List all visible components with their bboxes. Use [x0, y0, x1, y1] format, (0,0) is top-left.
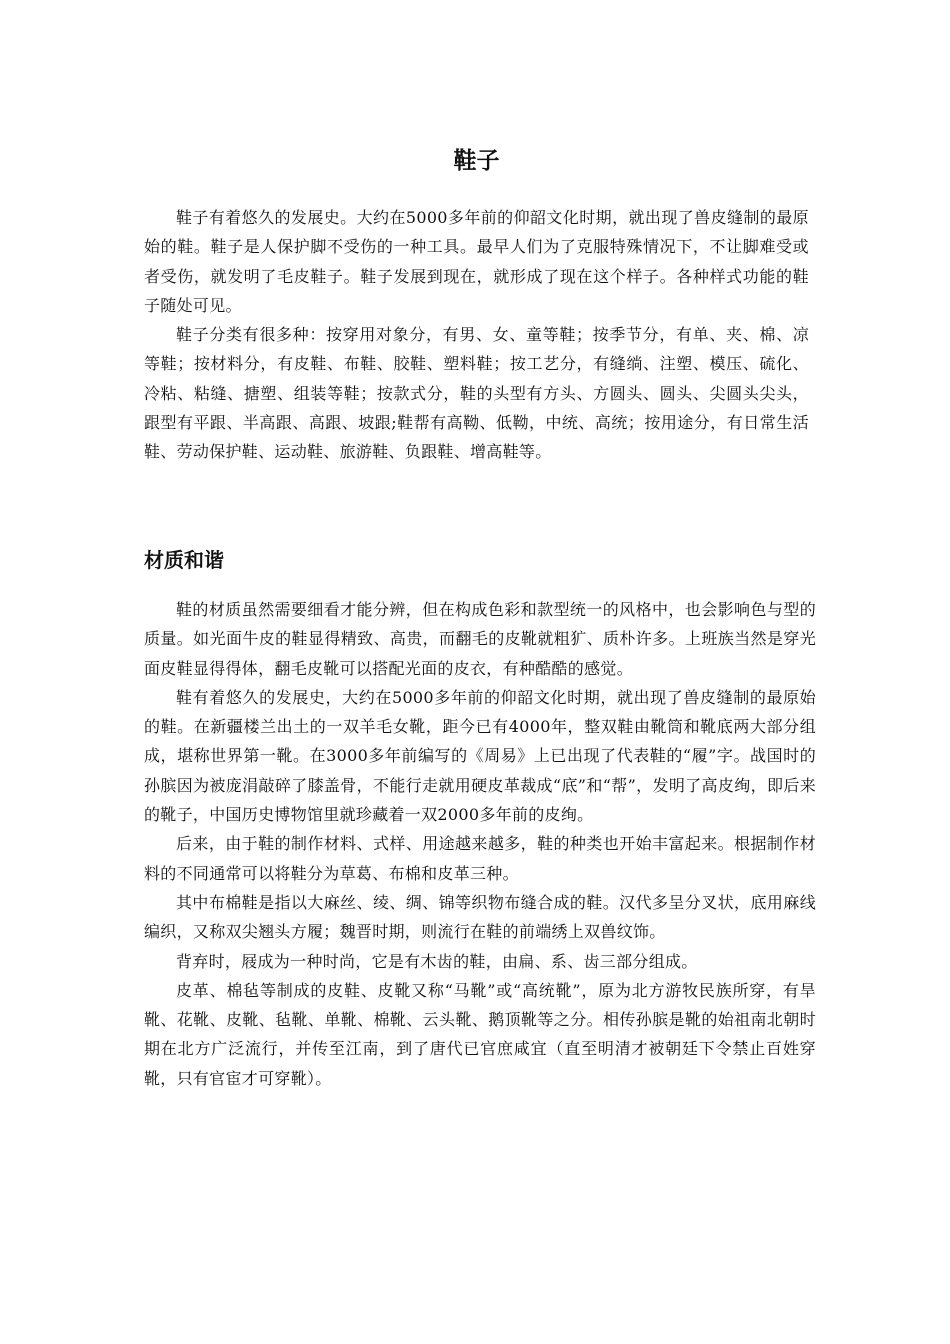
intro-section [144, 203, 809, 467]
paragraph: 皮革、棉毡等制成的皮鞋、皮靴又称“马靴”或“高统靴”，原为北方游牧民族所穿，有旱靴、花靴、皮靴、毡靴、单靴、棉靴、云头靴、鹅顶靴等之分。相传孙膑是靴的始祖南北朝时期在北方广泛流行，并传至江南，到了唐代已官庶咸宜（直至明清才被朝廷下令禁止百姓穿靴，只有官宦才可穿靴）。 [144, 980, 816, 1088]
section-heading: 材质和谐 [144, 548, 224, 572]
paragraph: 后来，由于鞋的制作材料、式样、用途越来越多，鞋的种类也开始丰富起来。根据制作材料的不同通常可以将鞋分为草葛、布棉和皮革三种。 [144, 834, 816, 883]
paragraph: 鞋有着悠久的发展史，大约在5000多年前的仰韶文化时期，就出现了兽皮缝制的最原始的鞋。在新疆楼兰出土的一双羊毛女靴，距今已有4000年，整双鞋由靴筒和靴底两大部分组成，堪称世界第一靴。在3000多年前编写的《周易》上已出现了代表鞋的“履”字。战国时的孙膑因为被庞涓敲碎了膝盖骨，不能行走就用硬皮革裁成“底”和“帮”，发明了高皮绚，即后来的靴子，中国历史博物馆里就珍藏着一双2000多年前的皮绚。 [144, 687, 816, 825]
document-title: 鞋子 [453, 148, 500, 174]
section-body [144, 595, 816, 1093]
paragraph: 其中布棉鞋是指以大麻丝、绫、绸、锦等织物布缝合成的鞋。汉代多呈分叉状，底用麻线编织，又称双尖翘头方履；魏晋时期，则流行在鞋的前端绣上双兽纹饰。 [144, 892, 816, 942]
paragraph: 鞋的材质虽然需要细看才能分辨，但在构成色彩和款型统一的风格中，也会影响色与型的质量。如光面牛皮的鞋显得精致、高贵，而翻毛的皮靴就粗犷、质朴许多。上班族当然是穿光面皮鞋显得得体，翻毛皮靴可以搭配光面的皮衣，有种酷酷的感觉。 [144, 600, 816, 678]
paragraph: 背弃时，屐成为一种时尚，它是有木齿的鞋，由扁、系、齿三部分组成。 [176, 951, 698, 971]
paragraph: 鞋子分类有很多种：按穿用对象分，有男、女、童等鞋；按季节分，有单、夹、棉、凉等鞋；按材料分，有皮鞋、布鞋、胶鞋、塑料鞋；按工艺分，有缝绱、注塑、模压、硫化、冷粘、粘缝、搪塑、组装等鞋；按款式分，鞋的头型有方头、方圆头、圆头、尖圆头尖头，跟型有平跟、半高跟、高跟、坡跟;鞋帮有高靿、低靿，中统、高统；按用途分，有日常生活鞋、劳动保护鞋、运动鞋、旅游鞋、负跟鞋、增高鞋等。 [144, 325, 809, 462]
paragraph: 鞋子有着悠久的发展史。大约在5000多年前的仰韶文化时期，就出现了兽皮缝制的最原始的鞋。鞋子是人保护脚不受伤的一种工具。最早人们为了克服特殊情况下，不让脚难受或者受伤，就发明了毛皮鞋子。鞋子发展到现在，就形成了现在这个样子。各种样式功能的鞋子随处可见。 [144, 208, 809, 315]
